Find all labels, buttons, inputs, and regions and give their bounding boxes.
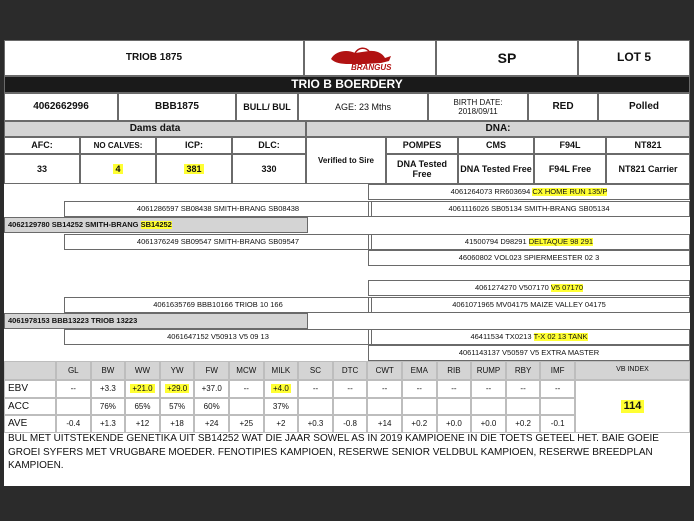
ebv-value: -- bbox=[382, 384, 388, 394]
ebv-ebv-imf bbox=[540, 380, 575, 398]
ebv-ave-ema bbox=[402, 415, 437, 433]
lot-sheet bbox=[4, 40, 690, 486]
ebv-value: +2 bbox=[276, 419, 286, 429]
pedigree-dds-name: T-X 02 13 TANK bbox=[533, 331, 588, 341]
ebv-col-cwt: CWT bbox=[367, 361, 402, 380]
logo-text: BRANGUS bbox=[351, 63, 392, 71]
ebv-value: 60% bbox=[203, 401, 220, 411]
ebv-ave-dtc bbox=[333, 415, 368, 433]
nt821-result: NT821 Carrier bbox=[606, 154, 690, 184]
verified-to-sire: Verified to Sire bbox=[306, 137, 386, 184]
ebv-value: -0.8 bbox=[343, 419, 357, 429]
ebv-acc-cwt bbox=[367, 398, 402, 416]
ebv-value: -- bbox=[555, 384, 561, 394]
ebv-ave-ww bbox=[125, 415, 160, 433]
ebv-value: +37.0 bbox=[201, 384, 222, 394]
ebv-ebv-ww bbox=[125, 380, 160, 398]
ebv-ebv-rump bbox=[471, 380, 506, 398]
ebv-ebv-yw bbox=[160, 380, 195, 398]
ebv-value: +0.0 bbox=[480, 419, 497, 429]
ebv-acc-ema bbox=[402, 398, 437, 416]
ebv-ave-mcw bbox=[229, 415, 264, 433]
ebv-ave-rump bbox=[471, 415, 506, 433]
lot-label: LOT 5 bbox=[578, 40, 690, 76]
ebv-ave-fw bbox=[194, 415, 229, 433]
ebv-ave-imf bbox=[540, 415, 575, 433]
ebv-value: -- bbox=[243, 384, 249, 394]
pompes-result: DNA Tested Free bbox=[386, 154, 458, 184]
pedigree-dsd: 4061071965 MV04175 MAIZE VALLEY 04175 bbox=[368, 297, 690, 313]
animal-age: AGE: 23 Mths bbox=[298, 93, 428, 121]
ebv-col-imf: IMF bbox=[540, 361, 575, 380]
ebv-ave-gl bbox=[56, 415, 91, 433]
no-calves-value-cell bbox=[80, 154, 156, 184]
ebv-ebv-fw bbox=[194, 380, 229, 398]
vb-index-cell bbox=[575, 380, 690, 433]
bull-logo-icon bbox=[325, 45, 415, 71]
ebv-value: -0.1 bbox=[550, 419, 565, 429]
ebv-value: +29.0 bbox=[166, 384, 188, 394]
ebv-value: -- bbox=[520, 384, 526, 394]
ebv-value: +14 bbox=[377, 419, 392, 429]
ebv-ebv-mcw bbox=[229, 380, 264, 398]
ebv-ave-bw bbox=[91, 415, 126, 433]
ebv-col-sc: SC bbox=[298, 361, 333, 380]
brangus-logo bbox=[304, 40, 436, 76]
ebv-value: -- bbox=[70, 384, 76, 394]
ebv-ave-rib bbox=[437, 415, 472, 433]
ebv-value: +21.0 bbox=[132, 384, 153, 394]
animal-tag: BBB1875 bbox=[118, 93, 236, 121]
ebv-col-gl: GL bbox=[56, 361, 91, 380]
ebv-row-label-ebv: EBV bbox=[4, 380, 56, 398]
ebv-value: 37% bbox=[272, 401, 289, 411]
pedigree-ddd: 4061143137 V50597 V5 EXTRA MASTER bbox=[368, 345, 690, 361]
ebv-value: 65% bbox=[134, 401, 151, 411]
ebv-acc-bw bbox=[91, 398, 126, 416]
cms-label: CMS bbox=[458, 137, 534, 154]
comment-text: BUL MET UITSTEKENDE GENETIKA UIT SB14252 WAT DIE JAAR SOWEL AS IN 2019 KAMPIOENE IN DIE TOETS GETEEL HET. BAIE GOEIE GROEI SYFERS MET VRUGBARE MOEDER. FENOTIPIES KAMPIOEN, RESERWE SENIOR VELDBUL KAMPIOEN, RESERWE BREEDPLAN KAMPIOEN. bbox=[8, 433, 659, 471]
ebv-ebv-rib bbox=[437, 380, 472, 398]
ebv-ebv-bw bbox=[91, 380, 126, 398]
ebv-acc-imf bbox=[540, 398, 575, 416]
icp-value: 381 bbox=[186, 163, 202, 174]
pedigree-dd: 4061647152 V50913 V5 09 13 bbox=[64, 329, 372, 345]
animal-color: RED bbox=[528, 93, 598, 121]
ebv-col-rump: RUMP bbox=[471, 361, 506, 380]
ebv-ave-milk bbox=[264, 415, 299, 433]
ebv-col-ema: EMA bbox=[402, 361, 437, 380]
icp-value-cell bbox=[156, 154, 232, 184]
birth-date-label: BIRTH DATE: bbox=[453, 97, 503, 107]
pedigree-dds-id: 46411534 TX0213 bbox=[470, 331, 532, 341]
ebv-col-ww: WW bbox=[125, 361, 160, 380]
pedigree-sds bbox=[368, 234, 690, 250]
ebv-value: +0.2 bbox=[411, 419, 428, 429]
no-calves-label: NO CALVES: bbox=[80, 137, 156, 154]
ebv-value: -- bbox=[347, 384, 353, 394]
icp-label: ICP: bbox=[156, 137, 232, 154]
ebv-acc-rib bbox=[437, 398, 472, 416]
pedigree-sire bbox=[4, 217, 308, 233]
ebv-acc-rump bbox=[471, 398, 506, 416]
f94l-result: F94L Free bbox=[534, 154, 606, 184]
ebv-value: 57% bbox=[169, 401, 186, 411]
ebv-value: +1.3 bbox=[99, 419, 116, 429]
ebv-col-rby: RBY bbox=[506, 361, 541, 380]
pedigree-ss: 4061286597 SB08438 SMITH-BRANG SB08438 bbox=[64, 201, 372, 217]
ebv-row-label-acc: ACC bbox=[4, 398, 56, 416]
ebv-acc-milk bbox=[264, 398, 299, 416]
ebv-value: -- bbox=[312, 384, 319, 394]
farm-name: TRIO B BOERDERY bbox=[4, 76, 690, 93]
ebv-row-label-ave: AVE bbox=[4, 415, 56, 433]
ebv-ebv-cwt bbox=[367, 380, 402, 398]
ebv-acc-rby bbox=[506, 398, 541, 416]
pompes-label: POMPES bbox=[386, 137, 458, 154]
ebv-value: 76% bbox=[99, 401, 116, 411]
ebv-header-blank bbox=[4, 361, 56, 380]
ebv-value: +0.0 bbox=[445, 419, 462, 429]
cms-result: DNA Tested Free bbox=[458, 154, 534, 184]
pedigree-sds-id: 41500794 D98291 bbox=[464, 236, 527, 246]
ebv-value: +12 bbox=[135, 419, 150, 429]
pedigree-dam: 4061978153 BBB13223 TRIOB 13223 bbox=[4, 313, 308, 329]
sp-label: SP bbox=[436, 40, 578, 76]
ebv-value: +0.3 bbox=[307, 419, 324, 429]
pedigree-dss-id: 4061274270 V507170 bbox=[474, 282, 549, 292]
ebv-ebv-dtc bbox=[333, 380, 368, 398]
ebv-value: -0.4 bbox=[66, 419, 81, 429]
animal-polled: Polled bbox=[598, 93, 690, 121]
ebv-ave-rby bbox=[506, 415, 541, 433]
ebv-col-rib: RIB bbox=[437, 361, 472, 380]
dlc-value: 330 bbox=[232, 154, 306, 184]
vb-index-label: VB INDEX bbox=[575, 361, 690, 380]
animal-id-number: 4062662996 bbox=[4, 93, 118, 121]
ebv-ebv-milk bbox=[264, 380, 299, 398]
ebv-value: +4.0 bbox=[272, 384, 289, 394]
ebv-acc-yw bbox=[160, 398, 195, 416]
ebv-ebv-sc bbox=[298, 380, 333, 398]
pedigree-dss bbox=[368, 280, 690, 296]
afc-label: AFC: bbox=[4, 137, 80, 154]
pedigree-sire-name: SB14252 bbox=[140, 219, 172, 229]
ebv-acc-sc bbox=[298, 398, 333, 416]
ebv-acc-fw bbox=[194, 398, 229, 416]
afc-value: 33 bbox=[4, 154, 80, 184]
ebv-value: +18 bbox=[170, 419, 184, 429]
animal-title: TRIOB 1875 bbox=[4, 40, 304, 76]
ebv-acc-gl bbox=[56, 398, 91, 416]
dams-data-heading: Dams data bbox=[4, 121, 306, 137]
ebv-col-yw: YW bbox=[160, 361, 195, 380]
animal-type: BULL/ BUL bbox=[236, 93, 298, 121]
ebv-col-dtc: DTC bbox=[333, 361, 368, 380]
pedigree-sds-name: DELTAQUE 98 291 bbox=[528, 236, 594, 246]
ebv-acc-ww bbox=[125, 398, 160, 416]
no-calves-value: 4 bbox=[115, 163, 121, 174]
ebv-value: +3.3 bbox=[99, 384, 116, 394]
ebv-col-milk: MILK bbox=[264, 361, 299, 380]
ebv-value: -- bbox=[451, 384, 457, 394]
birth-date-value: 2018/09/11 bbox=[458, 107, 498, 116]
pedigree-sdd: 46060802 VOL023 SPIERMEESTER 02 3 bbox=[368, 250, 690, 266]
ebv-ave-sc bbox=[298, 415, 333, 433]
ebv-acc-mcw bbox=[229, 398, 264, 416]
ebv-acc-dtc bbox=[333, 398, 368, 416]
pedigree-sd: 4061376249 SB09547 SMITH-BRANG SB09547 bbox=[64, 234, 372, 250]
ebv-col-fw: FW bbox=[194, 361, 229, 380]
pedigree-dds bbox=[368, 329, 690, 345]
vb-index-value: 114 bbox=[621, 400, 645, 413]
nt821-label: NT821 bbox=[606, 137, 690, 154]
ebv-ebv-ema bbox=[402, 380, 437, 398]
pedigree-sire-id: 4062129780 SB14252 SMITH-BRANG bbox=[8, 219, 139, 229]
pedigree-dss-name: V5 07170 bbox=[550, 282, 584, 292]
ebv-ave-yw bbox=[160, 415, 195, 433]
f94l-label: F94L bbox=[534, 137, 606, 154]
ebv-value: +24 bbox=[204, 419, 219, 429]
birth-date-cell bbox=[428, 93, 528, 121]
ebv-col-mcw: MCW bbox=[229, 361, 264, 380]
ebv-value: +0.2 bbox=[515, 419, 531, 429]
ebv-col-bw: BW bbox=[91, 361, 126, 380]
dlc-label: DLC: bbox=[232, 137, 306, 154]
dna-heading: DNA: bbox=[306, 121, 690, 137]
pedigree-sss-name: CX HOME RUN 135/P bbox=[532, 186, 608, 196]
ebv-value: -- bbox=[485, 384, 492, 394]
pedigree-ds: 4061635769 BBB10166 TRIOB 10 166 bbox=[64, 297, 372, 313]
pedigree-ssd: 4061116026 SB05134 SMITH-BRANG SB05134 bbox=[368, 201, 690, 217]
ebv-ebv-rby bbox=[506, 380, 541, 398]
pedigree-sss bbox=[368, 184, 690, 200]
ebv-ave-cwt bbox=[367, 415, 402, 433]
ebv-ebv-gl bbox=[56, 380, 91, 398]
ebv-value: +25 bbox=[239, 419, 254, 429]
ebv-value: -- bbox=[416, 384, 422, 394]
pedigree-sss-id: 4061264073 RR603694 bbox=[450, 186, 531, 196]
